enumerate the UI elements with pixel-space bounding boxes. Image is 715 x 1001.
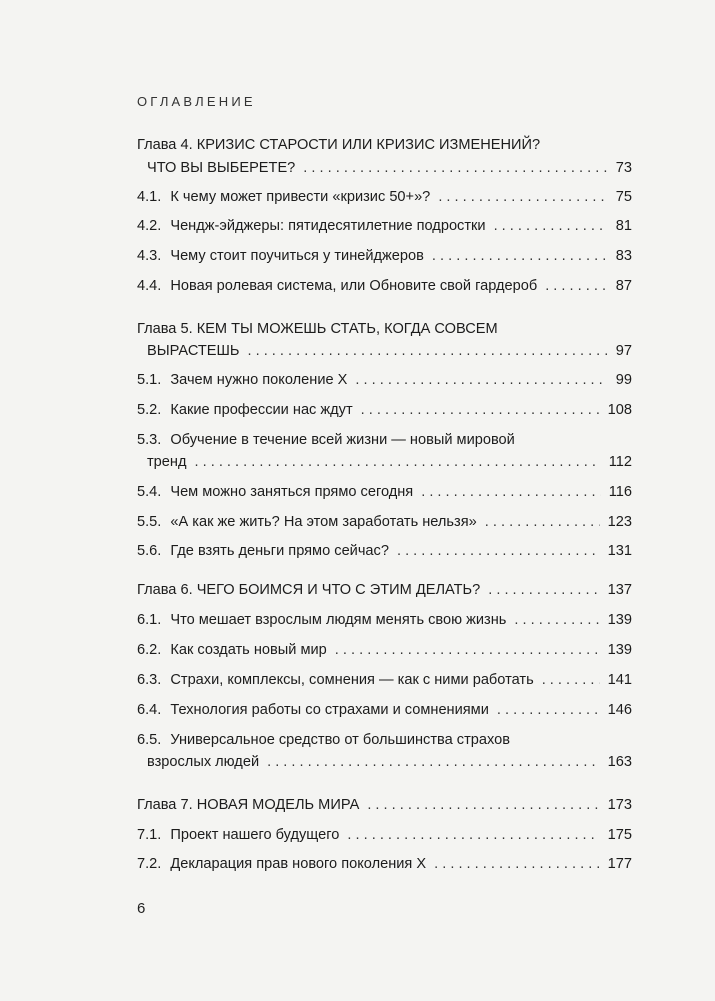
toc-heading: ОГЛАВЛЕНИЕ	[137, 94, 256, 109]
toc-entry-4-2	[137, 215, 632, 237]
toc-entry-6-2	[137, 639, 632, 661]
leader-dots	[485, 511, 600, 533]
toc-page-number: 116	[608, 484, 632, 500]
toc-entry-title: Какие профессии нас ждут	[170, 402, 353, 418]
toc-entry-number: 6.1.	[137, 612, 162, 628]
toc-entry-number: 7.1.	[137, 827, 162, 843]
toc-entry-4-1	[137, 186, 632, 208]
toc-entry-title: Где взять деньги прямо сейчас?	[170, 543, 389, 559]
toc-entry-5-4	[137, 481, 632, 503]
toc-entry-7-1	[137, 824, 632, 846]
toc-entry-5-3	[147, 451, 632, 473]
toc-page-number: 173	[607, 797, 632, 813]
toc-entry-6-1	[137, 609, 632, 631]
toc-entry-number: 6.5.	[137, 732, 162, 748]
toc-entry-number: 5.6.	[137, 543, 162, 559]
toc-page-number: 139	[607, 612, 632, 628]
toc-entry-number: 5.4.	[137, 484, 162, 500]
toc-entry-title: Проект нашего будущего	[170, 827, 340, 843]
toc-page-number: 99	[615, 372, 632, 388]
toc-entry-number: 5.5.	[137, 514, 162, 530]
toc-entry-title-cont: взрослых людей	[147, 754, 260, 770]
toc-entry-title: Зачем нужно поколение Х	[170, 372, 348, 388]
toc-entry-number: 6.2.	[137, 642, 162, 658]
toc-page-number: 177	[607, 856, 632, 872]
toc-chapter-7	[137, 794, 632, 816]
leader-dots	[397, 540, 600, 562]
leader-dots	[367, 794, 599, 816]
leader-dots	[488, 579, 599, 601]
toc-entry-title: Глава 7. НОВАЯ МОДЕЛЬ МИРА	[137, 797, 360, 813]
leader-dots	[267, 751, 600, 773]
toc-entry-number: 4.3.	[137, 248, 162, 264]
toc-page-number: 108	[607, 402, 632, 418]
toc-entry-5-6	[137, 540, 632, 562]
leader-dots	[432, 245, 608, 267]
toc-entry-title: Чем можно заняться прямо сегодня	[170, 484, 414, 500]
toc-entry-title: Чендж-эйджеры: пятидесятилетние подростки	[170, 218, 486, 234]
toc-entry-5-1	[137, 369, 632, 391]
leader-dots	[514, 609, 599, 631]
toc-entry-title: Глава 6. ЧЕГО БОИМСЯ И ЧТО С ЭТИМ ДЕЛАТЬ?	[137, 582, 481, 598]
leader-dots	[247, 340, 607, 362]
toc-entry-number: 6.3.	[137, 672, 162, 688]
toc-page-number: 81	[615, 218, 632, 234]
toc-chapter-5-line1	[137, 318, 632, 340]
toc-entry-title: «А как же жить? На этом заработать нельзя»	[170, 514, 477, 530]
toc-entry-number: 4.4.	[137, 278, 162, 294]
toc-page-number: 146	[607, 702, 632, 718]
toc-entry-5-5	[137, 511, 632, 533]
leader-dots	[421, 481, 601, 503]
toc-entry-title: Как создать новый мир	[170, 642, 327, 658]
toc-entry-title-cont: ВЫРАСТЕШЬ	[147, 343, 240, 359]
toc-entry-number: 4.1.	[137, 189, 162, 205]
leader-dots	[355, 369, 607, 391]
leader-dots	[335, 639, 600, 661]
toc-entry-number: 5.1.	[137, 372, 162, 388]
toc-page-number: 112	[608, 454, 632, 470]
toc-chapter-5	[147, 340, 632, 362]
toc-entry-6-5-line1	[137, 729, 632, 751]
toc-entry-title: Глава 4. КРИЗИС СТАРОСТИ ИЛИ КРИЗИС ИЗМЕНЕНИЙ?	[137, 137, 541, 153]
toc-entry-title: Обучение в течение всей жизни — новый мировой	[170, 432, 515, 448]
leader-dots	[347, 824, 599, 846]
toc-entry-number: 7.2.	[137, 856, 162, 872]
leader-dots	[434, 853, 600, 875]
toc-entry-title: Глава 5. КЕМ ТЫ МОЖЕШЬ СТАТЬ, КОГДА СОВСЕМ	[137, 321, 498, 337]
toc-page-number: 75	[615, 189, 632, 205]
toc-entry-4-3	[137, 245, 632, 267]
leader-dots	[438, 186, 607, 208]
toc-entry-6-3	[137, 669, 632, 691]
toc-entry-6-4	[137, 699, 632, 721]
toc-entry-number: 5.3.	[137, 432, 162, 448]
leader-dots	[545, 275, 608, 297]
toc-entry-title-cont: тренд	[147, 454, 187, 470]
toc-page-number: 137	[607, 582, 632, 598]
toc-chapter-4-line1	[137, 134, 632, 156]
toc-entry-title: Новая ролевая система, или Обновите свой гардероб	[170, 278, 538, 294]
toc-page-number: 83	[615, 248, 632, 264]
toc-entry-title: Декларация прав нового поколения Х	[170, 856, 427, 872]
page-number: 6	[137, 900, 146, 917]
leader-dots	[303, 157, 607, 179]
toc-entry-title-cont: ЧТО ВЫ ВЫБЕРЕТЕ?	[147, 160, 296, 176]
toc-page-number: 123	[607, 514, 632, 530]
toc-entry-title: Универсальное средство от большинства страхов	[170, 732, 511, 748]
toc-entry-4-4	[137, 275, 632, 297]
toc-page-number: 87	[615, 278, 632, 294]
toc-entry-title: Чему стоит поучиться у тинейджеров	[170, 248, 424, 264]
toc-page-number: 73	[615, 160, 632, 176]
toc-entry-number: 5.2.	[137, 402, 162, 418]
leader-dots	[361, 399, 600, 421]
toc-page-number: 131	[607, 543, 632, 559]
toc-entry-5-2	[137, 399, 632, 421]
leader-dots	[494, 215, 608, 237]
toc-page-number: 175	[607, 827, 632, 843]
toc-page-number: 141	[607, 672, 632, 688]
leader-dots	[542, 669, 600, 691]
toc-chapter-6	[137, 579, 632, 601]
toc-entry-7-2	[137, 853, 632, 875]
toc-entry-title: Что мешает взрослым людям менять свою жизнь	[170, 612, 507, 628]
toc-page-number: 97	[615, 343, 632, 359]
toc-entry-number: 4.2.	[137, 218, 162, 234]
toc-entry-number: 6.4.	[137, 702, 162, 718]
toc-chapter-4	[147, 157, 632, 179]
toc-entry-title: К чему может привести «кризис 50+»?	[170, 189, 431, 205]
toc-entry-title: Технология работы со страхами и сомнениями	[170, 702, 489, 718]
leader-dots	[195, 451, 601, 473]
toc-entry-6-5	[147, 751, 632, 773]
leader-dots	[497, 699, 600, 721]
toc-page-number: 139	[607, 642, 632, 658]
toc-entry-5-3-line1	[137, 429, 632, 451]
toc-page-number: 163	[607, 754, 632, 770]
toc-entry-title: Страхи, комплексы, сомнения — как с ними работать	[170, 672, 534, 688]
